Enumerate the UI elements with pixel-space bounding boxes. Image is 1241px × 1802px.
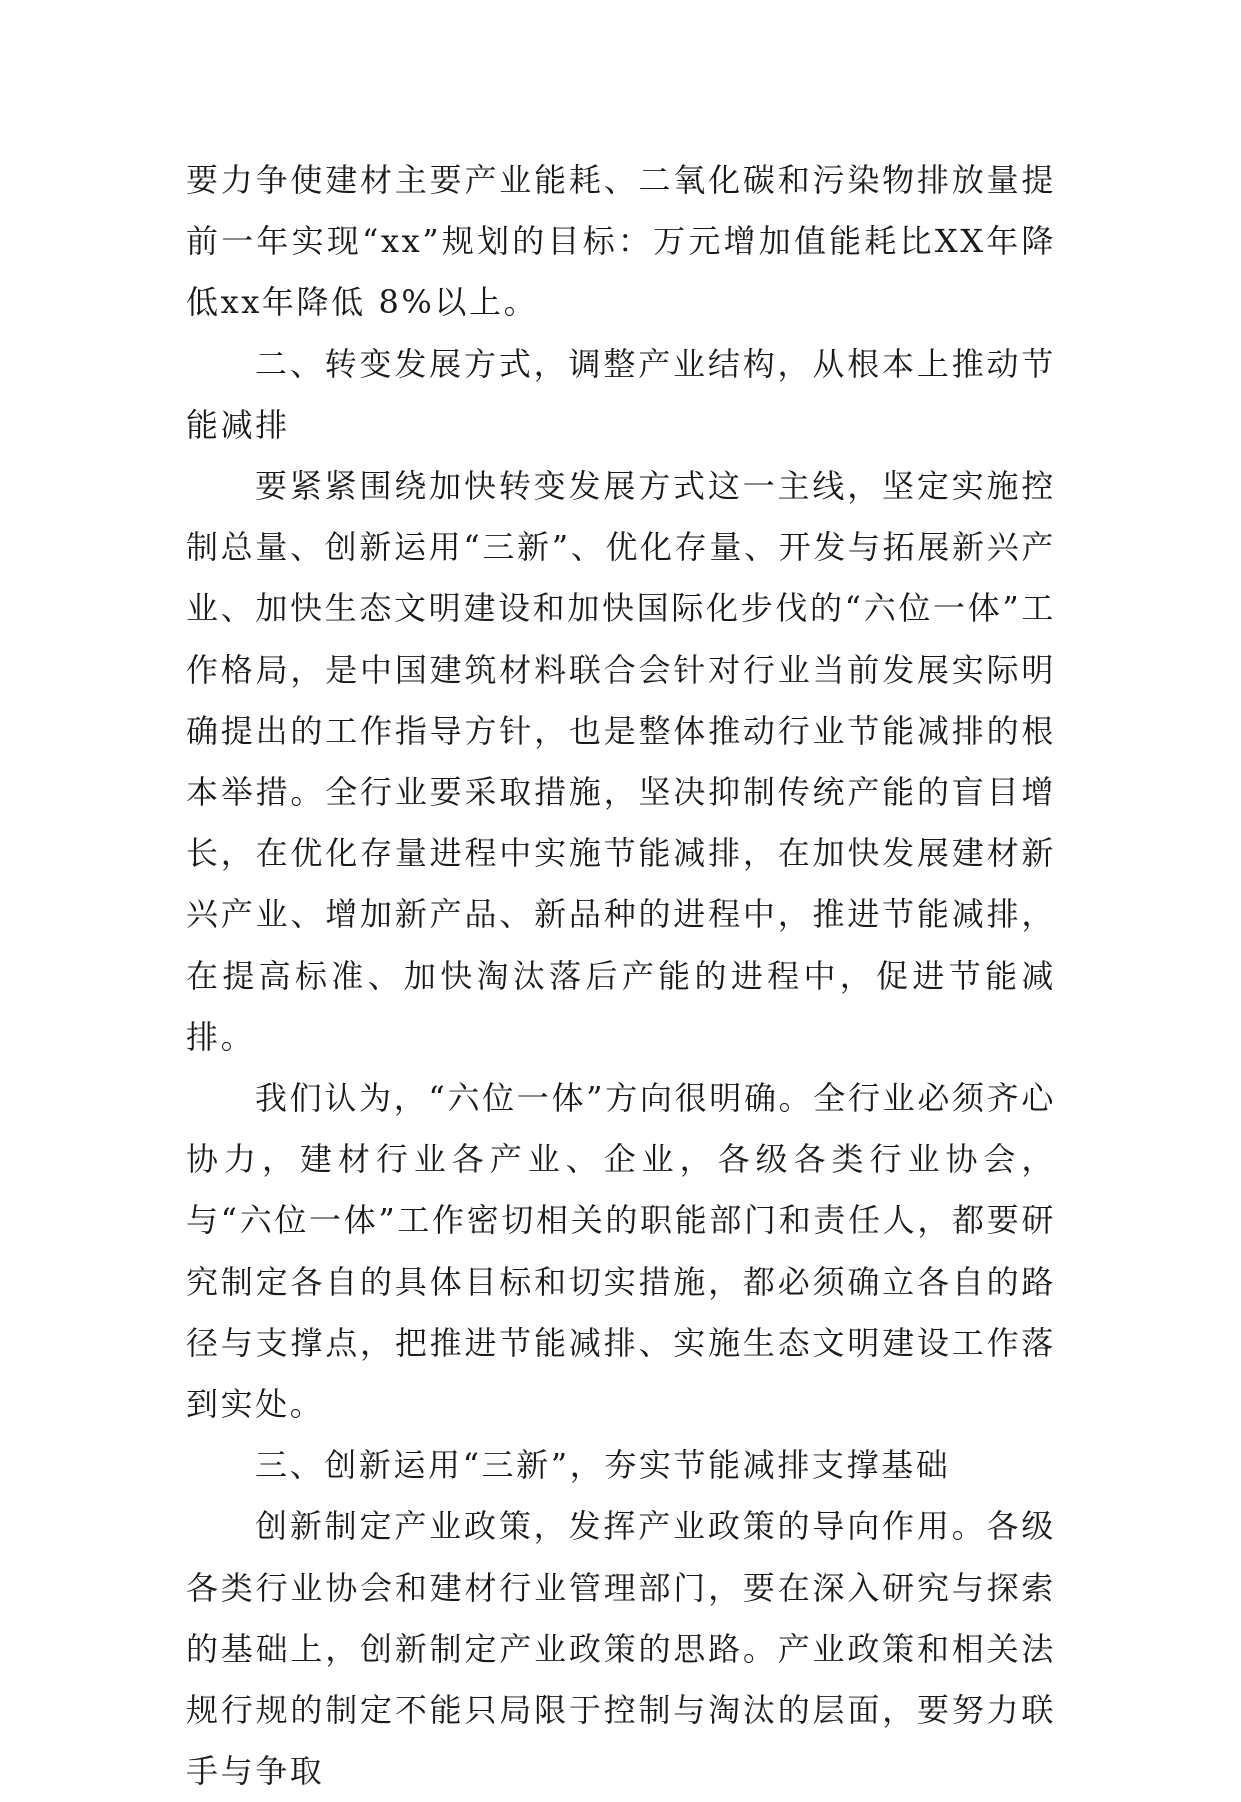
document-body	[186, 150, 1056, 1802]
body-paragraph-1: 要力争使建材主要产业能耗、二氧化碳和污染物排放量提前一年实现“xx”规划的目标：万元增加值能耗比XX年降低xx年降低 8%以上。	[186, 161, 1056, 322]
section-heading-3: 三、创新运用“三新”，夯实节能减排支撑基础	[255, 1446, 951, 1485]
body-paragraph-2: 要紧紧围绕加快转变发展方式这一主线，坚定实施控制总量、创新运用“三新”、优化存量、开发与拓展新兴产业、加快生态文明建设和加快国际化步伐的“六位一体”工作格局，是中国建筑材料联合会针对行业当前发展实际明确提出的工作指导方针，也是整体推动行业节能减排的根本举措。全行业要采取措施，坚决抑制传统产能的盲目增长，在优化存量进程中实施节能减排，在加快发展建材新兴产业、增加新产品、新品种的进程中，推进节能减排，在提高标准、加快淘汰落后产能的进程中，促进节能减排。	[186, 467, 1056, 1056]
body-paragraph-3: 我们认为，“六位一体”方向很明确。全行业必须齐心协力，建材行业各产业、企业，各级各类行业协会，与“六位一体”工作密切相关的职能部门和责任人，都要研究制定各自的具体目标和切实措施，都必须确立各自的路径与支撑点，把推进节能减排、实施生态文明建设工作落到实处。	[186, 1079, 1056, 1424]
section-heading-2: 二、转变发展方式，调整产业结构，从根本上推动节能减排	[186, 344, 1056, 444]
body-paragraph-4: 创新制定产业政策，发挥产业政策的导向作用。各级各类行业协会和建材行业管理部门，要在深入研究与探索的基础上，创新制定产业政策的思路。产业政策和相关法规行规的制定不能只局限于控制与淘汰的层面，要努力联手与争取	[186, 1507, 1056, 1791]
